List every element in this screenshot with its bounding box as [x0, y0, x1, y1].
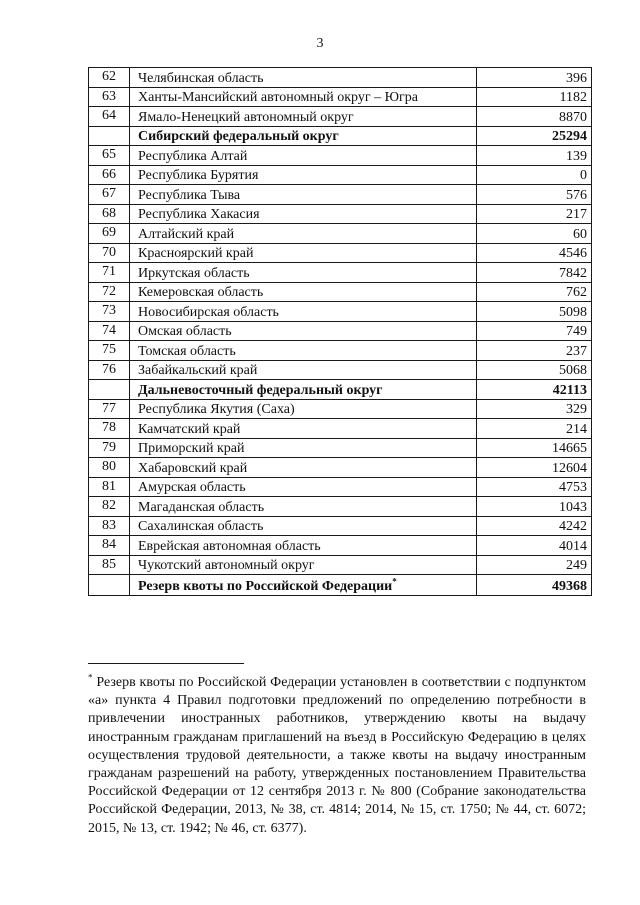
row-number: 84	[89, 536, 130, 556]
table-row	[89, 438, 592, 458]
row-number: 69	[89, 224, 130, 244]
region-name: Республика Хакасия	[130, 204, 477, 224]
row-number: 63	[89, 87, 130, 107]
quota-value: 214	[477, 419, 592, 439]
region-name: Кемеровская область	[130, 282, 477, 302]
region-name: Амурская область	[130, 477, 477, 497]
row-number: 68	[89, 204, 130, 224]
region-name: Приморский край	[130, 438, 477, 458]
row-number: 85	[89, 555, 130, 575]
table-row	[89, 419, 592, 439]
quota-value: 25294	[477, 126, 592, 146]
table-row	[89, 146, 592, 166]
region-name: Алтайский край	[130, 224, 477, 244]
footnote-text: Резерв квоты по Российской Федерации установлен в соответствии с подпунктом «а» пункта 4 Правил подготовки предложений по определению потребности в привлечении иностранных работников, утверждению квоты на выдачу иностранным гражданам приглашений на въезд в Российскую Федерацию в целях осуществления трудовой деятельности, а также квоты на выдачу иностранным гражданам разрешений на работу, утвержденных постановлением Правительства Российской Федерации от 12 сентября 2013 г. № 800 (Собрание законодательства Российской Федерации, 2013, № 38, ст. 4814; 2014, № 15, ст. 1750; № 44, ст. 6072; 2015, № 13, ст. 1942; № 46, ст. 6377).	[88, 675, 587, 836]
region-name: Ханты-Мансийский автономный округ – Югра	[130, 87, 477, 107]
region-name: Забайкальский край	[130, 360, 477, 380]
quota-value: 4546	[477, 243, 592, 263]
table-row	[89, 243, 592, 263]
region-name: Сахалинская область	[130, 516, 477, 536]
row-number: 83	[89, 516, 130, 536]
region-name: Магаданская область	[130, 497, 477, 517]
quota-table-footer	[89, 575, 592, 596]
reserve-row-number	[89, 575, 130, 596]
table-row	[89, 341, 592, 361]
quota-value: 14665	[477, 438, 592, 458]
table-row	[89, 536, 592, 556]
row-number: 81	[89, 477, 130, 497]
footnote	[88, 674, 586, 838]
table-row	[89, 516, 592, 536]
row-number: 80	[89, 458, 130, 478]
row-number: 77	[89, 399, 130, 419]
row-number: 79	[89, 438, 130, 458]
quota-value: 7842	[477, 263, 592, 283]
region-name: Новосибирская область	[130, 302, 477, 322]
table-row	[89, 204, 592, 224]
row-number: 73	[89, 302, 130, 322]
table-row	[89, 497, 592, 517]
reserve-footnote-marker: *	[392, 576, 397, 587]
row-number: 67	[89, 185, 130, 205]
region-name: Хабаровский край	[130, 458, 477, 478]
table-row	[89, 302, 592, 322]
table-row	[89, 360, 592, 380]
district-row	[89, 126, 592, 146]
row-number: 64	[89, 107, 130, 127]
row-number: 62	[89, 68, 130, 88]
row-number: 82	[89, 497, 130, 517]
quota-value: 12604	[477, 458, 592, 478]
table-row	[89, 107, 592, 127]
quota-value: 576	[477, 185, 592, 205]
quota-value: 42113	[477, 380, 592, 400]
row-number: 78	[89, 419, 130, 439]
region-name: Томская область	[130, 341, 477, 361]
table-row	[89, 282, 592, 302]
row-number: 75	[89, 341, 130, 361]
quota-value: 217	[477, 204, 592, 224]
region-name: Республика Якутия (Саха)	[130, 399, 477, 419]
table-row	[89, 263, 592, 283]
quota-value: 749	[477, 321, 592, 341]
table-row	[89, 321, 592, 341]
row-number	[89, 380, 130, 400]
quota-value: 1182	[477, 87, 592, 107]
table-row	[89, 185, 592, 205]
footnote-separator	[88, 663, 244, 664]
region-name: Республика Бурятия	[130, 165, 477, 185]
row-number: 74	[89, 321, 130, 341]
quota-value: 237	[477, 341, 592, 361]
region-name: Чукотский автономный округ	[130, 555, 477, 575]
table-row	[89, 399, 592, 419]
row-number: 66	[89, 165, 130, 185]
table-row	[89, 87, 592, 107]
table-row	[89, 458, 592, 478]
region-name: Республика Алтай	[130, 146, 477, 166]
reserve-row	[89, 575, 592, 596]
region-name: Ямало-Ненецкий автономный округ	[130, 107, 477, 127]
region-name: Омская область	[130, 321, 477, 341]
quota-value: 4753	[477, 477, 592, 497]
region-name: Еврейская автономная область	[130, 536, 477, 556]
row-number: 71	[89, 263, 130, 283]
region-name: Камчатский край	[130, 419, 477, 439]
quota-value: 1043	[477, 497, 592, 517]
region-name: Дальневосточный федеральный округ	[130, 380, 477, 400]
quota-value: 60	[477, 224, 592, 244]
page-number: 3	[316, 36, 324, 51]
region-name: Красноярский край	[130, 243, 477, 263]
reserve-name: Резерв квоты по Российской Федерации	[138, 579, 393, 594]
quota-value: 249	[477, 555, 592, 575]
table-row	[89, 68, 592, 88]
quota-value: 762	[477, 282, 592, 302]
region-name: Сибирский федеральный округ	[130, 126, 477, 146]
region-name: Челябинская область	[130, 68, 477, 88]
region-name: Республика Тыва	[130, 185, 477, 205]
quota-value: 139	[477, 146, 592, 166]
quota-value: 4242	[477, 516, 592, 536]
row-number: 65	[89, 146, 130, 166]
reserve-row-name	[130, 575, 477, 596]
reserve-row-value: 49368	[477, 575, 592, 596]
quota-table	[88, 67, 592, 596]
table-row	[89, 165, 592, 185]
footnote-marker: *	[88, 672, 93, 683]
row-number: 70	[89, 243, 130, 263]
row-number: 72	[89, 282, 130, 302]
quota-value: 396	[477, 68, 592, 88]
table-row	[89, 224, 592, 244]
quota-value: 329	[477, 399, 592, 419]
quota-value: 4014	[477, 536, 592, 556]
table-row	[89, 477, 592, 497]
region-name: Иркутская область	[130, 263, 477, 283]
quota-value: 8870	[477, 107, 592, 127]
quota-value: 5068	[477, 360, 592, 380]
district-row	[89, 380, 592, 400]
quota-value: 5098	[477, 302, 592, 322]
table-row	[89, 555, 592, 575]
row-number	[89, 126, 130, 146]
quota-value: 0	[477, 165, 592, 185]
quota-table-body	[89, 68, 592, 575]
row-number: 76	[89, 360, 130, 380]
